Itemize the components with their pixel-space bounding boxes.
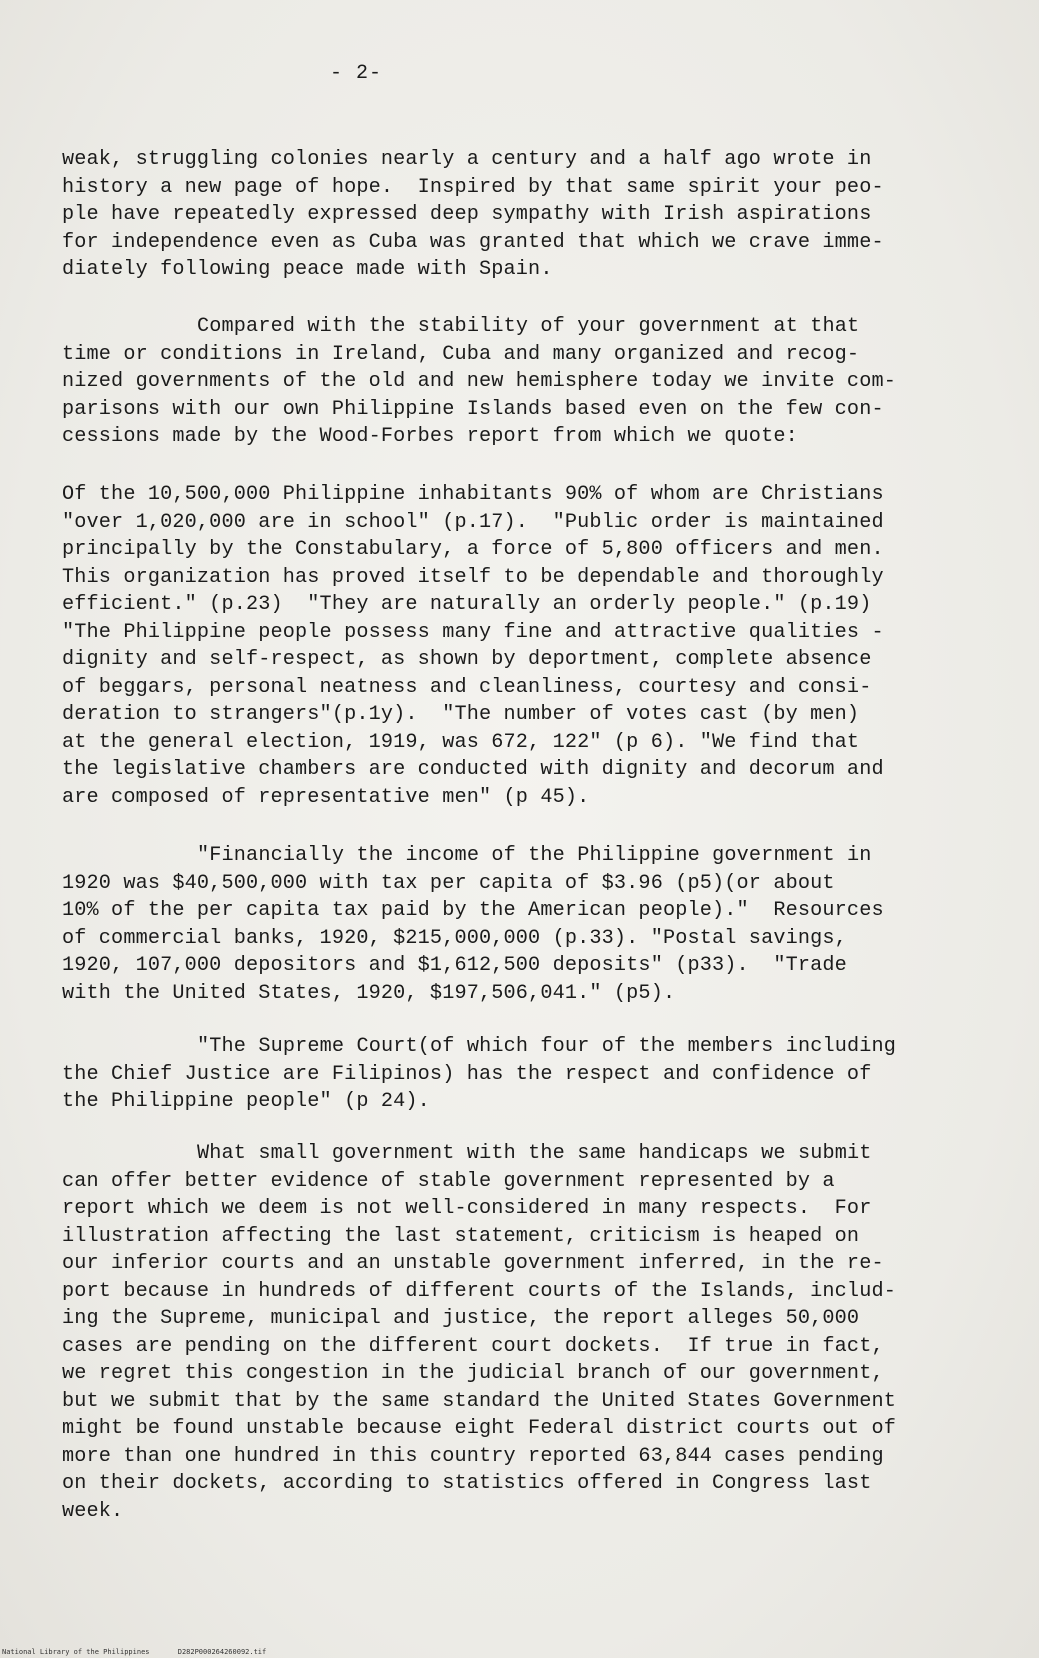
text-line: report which we deem is not well-considered in many respects. For xyxy=(62,1197,872,1220)
paragraph-5-supreme-court xyxy=(62,1033,1002,1116)
scan-footer xyxy=(2,1648,266,1656)
paragraph-4-financial xyxy=(62,842,1002,1007)
paragraph-3-quotations xyxy=(62,481,1002,811)
text-line: port because in hundreds of different courts of the Islands, includ- xyxy=(62,1279,896,1303)
text-line: of commercial banks, 1920, $215,000,000 (p.33). "Postal savings, xyxy=(62,926,847,950)
text-line: illustration affecting the last statement, criticism is heaped on xyxy=(62,1224,860,1248)
text-line: What small government with the same handicaps we submit xyxy=(197,1142,872,1165)
text-line: are composed of representative men" (p 45). xyxy=(62,785,590,809)
text-line: deration to strangers"(p.1y). "The number of votes cast (by men) xyxy=(62,703,860,726)
text-line: efficient." (p.23) "They are naturally an orderly people." (p.19) xyxy=(62,593,872,616)
text-line: week. xyxy=(62,1499,124,1523)
text-line: principally by the Constabulary, a force of 5,800 officers and men. xyxy=(62,538,884,561)
text-line: more than one hundred in this country reported 63,844 cases pending xyxy=(62,1444,884,1468)
text-line: the Philippine people" (p 24). xyxy=(62,1090,430,1113)
text-line: might be found unstable because eight Federal district courts out of xyxy=(62,1417,896,1440)
text-line: "The Philippine people possess many fine and attractive qualities - xyxy=(62,620,884,644)
text-line: cessions made by the Wood-Forbes report from which we quote: xyxy=(62,425,798,448)
text-line: "The Supreme Court(of which four of the members including xyxy=(197,1035,897,1058)
text-line: ing the Supreme, municipal and justice, the report alleges 50,000 xyxy=(62,1307,860,1330)
text-line: history a new page of hope. Inspired by that same spirit your peo- xyxy=(62,175,884,199)
text-line: of beggars, personal neatness and cleanliness, courtesy and consi- xyxy=(62,675,872,699)
text-line: nized governments of the old and new hemisphere today we invite com- xyxy=(62,370,896,393)
text-line: time or conditions in Ireland, Cuba and many organized and recog- xyxy=(62,342,860,366)
paragraph-2 xyxy=(62,313,1002,451)
text-line: "over 1,020,000 are in school" (p.17). "Public order is maintained xyxy=(62,510,884,534)
text-line: 1920, 107,000 depositors and $1,612,500 deposits" (p33). "Trade xyxy=(62,954,847,977)
text-line: on their dockets, according to statistics offered in Congress last xyxy=(62,1472,872,1495)
text-line: can offer better evidence of stable government represented by a xyxy=(62,1169,835,1193)
text-line: our inferior courts and an unstable government inferred, in the re- xyxy=(62,1252,884,1275)
footer-source: National Library of the Philippines xyxy=(2,1648,150,1656)
text-line: cases are pending on the different court dockets. If true in fact, xyxy=(62,1334,884,1358)
text-line: at the general election, 1919, was 672, 122" (p 6). "We find that xyxy=(62,730,860,754)
text-line: the legislative chambers are conducted with dignity and decorum and xyxy=(62,758,884,781)
text-line: This organization has proved itself to be dependable and thoroughly xyxy=(62,565,884,589)
text-line: for independence even as Cuba was granted that which we crave imme- xyxy=(62,230,884,254)
text-line: weak, struggling colonies nearly a century and a half ago wrote in xyxy=(62,148,872,171)
text-line: diately following peace made with Spain. xyxy=(62,258,553,281)
text-line: 10% of the per capita tax paid by the American people)." Resources xyxy=(62,899,884,922)
text-line: with the United States, 1920, $197,506,041." (p5). xyxy=(62,981,676,1005)
text-line: but we submit that by the same standard the United States Government xyxy=(62,1389,896,1413)
text-line: dignity and self-respect, as shown by deportment, complete absence xyxy=(62,648,872,671)
footer-filename: D282P000264260092.tif xyxy=(177,1648,267,1656)
text-line: parisons with our own Philippine Islands based even on the few con- xyxy=(62,397,884,421)
text-line: Of the 10,500,000 Philippine inhabitants 90% of whom are Christians xyxy=(62,483,884,506)
paragraph-1 xyxy=(62,146,1002,284)
text-line: 1920 was $40,500,000 with tax per capita of $3.96 (p5)(or about xyxy=(62,871,835,895)
text-line: the Chief Justice are Filipinos) has the respect and confidence of xyxy=(62,1062,872,1086)
text-line: ple have repeatedly expressed deep sympathy with Irish aspirations xyxy=(62,203,872,226)
paragraph-6-argument xyxy=(62,1140,1002,1525)
page-number: - 2- xyxy=(330,62,383,85)
text-line: "Financially the income of the Philippine government in xyxy=(197,844,872,867)
text-line: Compared with the stability of your government at that xyxy=(197,315,860,338)
text-line: we regret this congestion in the judicial branch of our government, xyxy=(62,1362,884,1385)
